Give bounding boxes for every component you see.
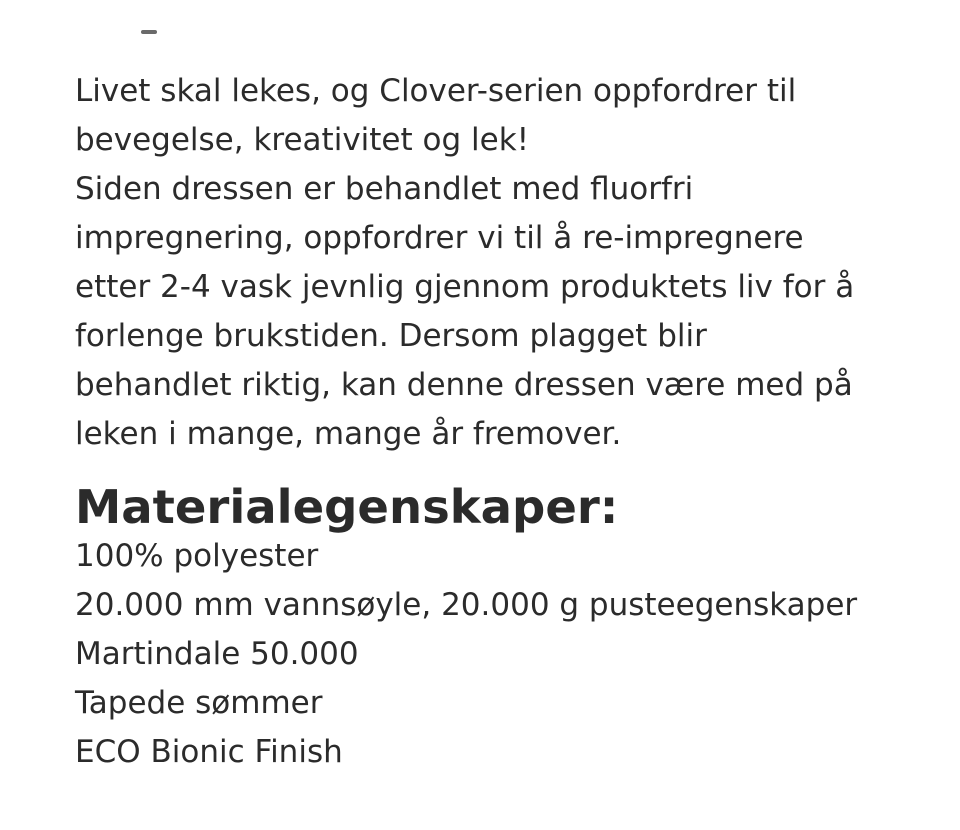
description-line-3: Siden dressen er behandlet med fluorfri	[75, 171, 694, 207]
material-properties-section	[75, 480, 935, 777]
description-line-4: impregnering, oppfordrer vi til å re-impregnere	[75, 220, 804, 256]
cut-off-text-fragment	[141, 30, 157, 34]
description-paragraph	[75, 67, 925, 459]
material-item-water-breathability: 20.000 mm vannsøyle, 20.000 g pusteegenskaper	[75, 587, 858, 623]
description-line-7: behandlet riktig, kan denne dressen være med på	[75, 367, 853, 403]
material-properties-heading: Materialegenskaper:	[75, 480, 619, 534]
material-item-martindale: Martindale 50.000	[75, 636, 359, 672]
description-line-5: etter 2-4 vask jevnlig gjennom produktets liv for å	[75, 269, 855, 305]
material-item-taped-seams: Tapede sømmer	[75, 685, 323, 721]
description-line-2: bevegelse, kreativitet og lek!	[75, 122, 530, 158]
material-item-fabric: 100% polyester	[75, 538, 319, 574]
description-line-1: Livet skal lekes, og Clover-serien oppfordrer til	[75, 73, 797, 109]
product-description	[75, 67, 935, 777]
material-properties-list	[75, 532, 935, 777]
description-line-6: forlenge brukstiden. Dersom plagget blir	[75, 318, 707, 354]
description-line-8: leken i mange, mange år fremover.	[75, 416, 622, 452]
material-item-finish: ECO Bionic Finish	[75, 734, 343, 770]
